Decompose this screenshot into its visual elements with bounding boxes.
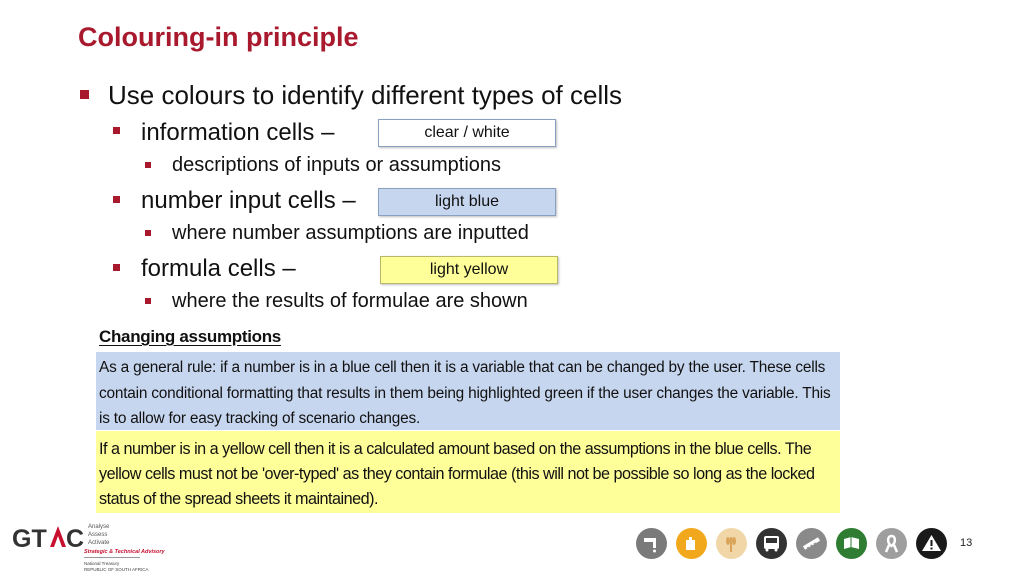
logo-line-2: Assess <box>88 532 108 538</box>
svg-text:GT: GT <box>12 525 47 553</box>
bullet-square <box>113 127 120 134</box>
bullet-square <box>145 162 151 168</box>
bullet-number: number input cells – <box>141 187 356 214</box>
bullet-info: information cells – <box>141 119 335 146</box>
logo-small-1: National Treasury <box>84 561 120 566</box>
logo-line-3: Activate <box>88 540 110 546</box>
logo-line-1: Analyse <box>88 524 110 530</box>
gtac-logo <box>12 520 152 574</box>
bullet-square <box>113 196 120 203</box>
book-icon <box>836 528 867 559</box>
swatch-light-yellow: light yellow <box>380 256 558 284</box>
wheat-icon <box>716 528 747 559</box>
bullet-square <box>80 90 89 99</box>
bullet-number-sub: where number assumptions are inputted <box>172 222 529 244</box>
bullet-info-sub: descriptions of inputs or assumptions <box>172 154 502 176</box>
bullet-main: Use colours to identify different types of cells <box>108 80 622 110</box>
swatch-light-blue: light blue <box>378 188 556 216</box>
road-icon <box>796 528 827 559</box>
bullet-formula: formula cells – <box>141 255 296 282</box>
water-tap-icon <box>636 528 667 559</box>
blue-cell-note: As a general rule: if a number is in a blue cell then it is a variable that can be changed by the user. These cells contain conditional formatting that results in them being highlighted green if the user changes the variable. This is to allow for easy tracking of scenario changes. <box>96 352 840 430</box>
bullet-square <box>145 230 151 236</box>
bullet-square <box>145 298 151 304</box>
logo-divider <box>84 557 140 558</box>
hand-icon <box>676 528 707 559</box>
page-number: 13 <box>960 537 973 549</box>
logo-tagline: Strategic & Technical Advisory <box>84 549 165 555</box>
svg-text:C: C <box>66 525 85 553</box>
yellow-cell-note: If a number is in a yellow cell then it is a calculated amount based on the assumptions in the blue cells. The yellow cells must not be 'over-typed' as they contain formulae (this will not be possible so long as the locked status of the spread sheets it maintained). <box>96 431 840 513</box>
bus-icon <box>756 528 787 559</box>
swatch-clear-white: clear / white <box>378 119 556 147</box>
bullet-formula-sub: where the results of formulae are shown <box>172 290 528 312</box>
bullet-square <box>113 264 120 271</box>
logo-small-2: REPUBLIC OF SOUTH AFRICA <box>84 567 149 572</box>
ribbon-icon <box>876 528 907 559</box>
changing-assumptions-heading: Changing assumptions <box>99 327 281 346</box>
slide-title: Colouring-in principle <box>78 22 359 52</box>
warning-icon <box>916 528 947 559</box>
